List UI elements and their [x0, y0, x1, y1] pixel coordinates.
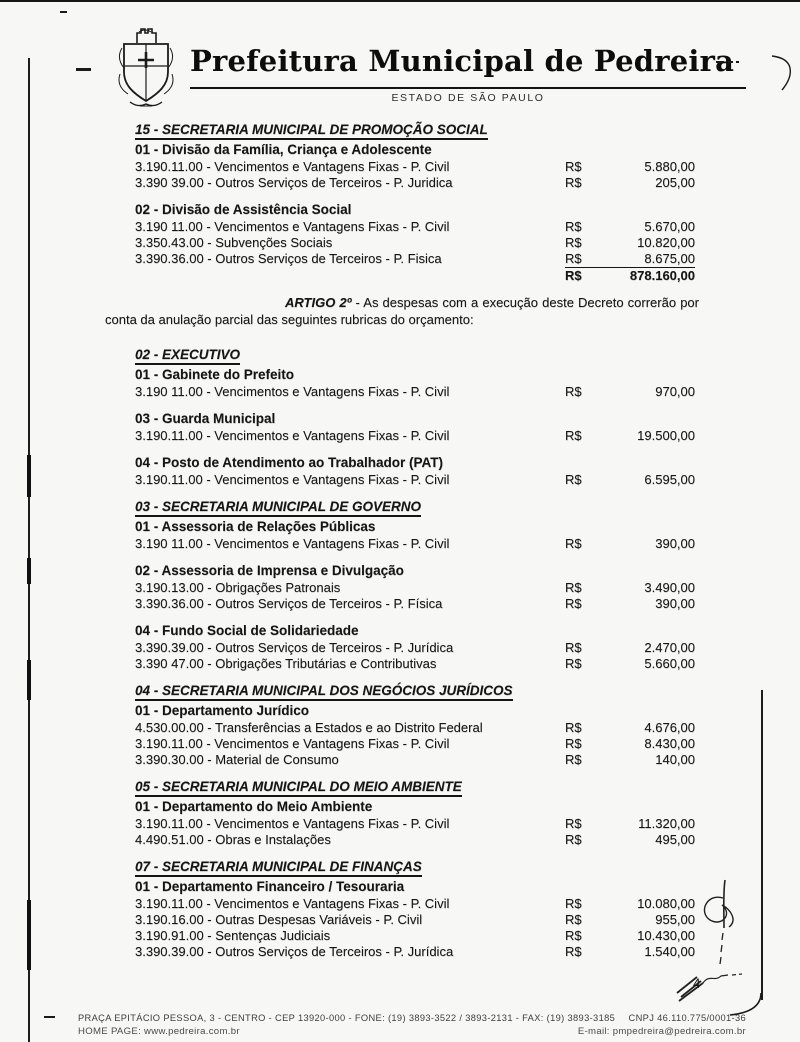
secretaria-heading: 05 - SECRETARIA MUNICIPAL DO MEIO AMBIENTE [135, 779, 462, 797]
budget-group [135, 411, 695, 444]
currency-label: R$ [565, 251, 615, 268]
budget-item-desc: 3.390.36.00 - Outros Serviços de Terceiros - P. Física [135, 595, 443, 611]
budget-item-value: 11.320,00 [638, 815, 695, 831]
budget-item-value: 3.490,00 [644, 579, 695, 595]
currency-label: R$ [565, 471, 582, 487]
budget-item-value: 970,00 [655, 383, 695, 399]
budget-group [135, 683, 695, 768]
currency-label: R$ [565, 895, 582, 911]
secretaria-heading: 15 - SECRETARIA MUNICIPAL DE PROMOÇÃO SOCIAL [135, 122, 488, 140]
budget-item-value: 6.595,00 [644, 471, 695, 487]
budget-group [135, 122, 695, 191]
currency-label: R$ [565, 911, 582, 927]
budget-row [135, 472, 695, 488]
budget-row [135, 928, 695, 944]
footer-line-1 [78, 1013, 746, 1023]
budget-item-desc: 3.390.30.00 - Material de Consumo [135, 751, 339, 767]
budget-item-desc: 3.350.43.00 - Subvenções Sociais [135, 235, 333, 250]
currency-label: R$ [565, 719, 582, 735]
scan-edge-mark [27, 455, 31, 497]
budget-item-desc: 3.190.13.00 - Obrigações Patronais [135, 579, 341, 595]
budget-item-value: 5.660,00 [644, 655, 695, 671]
budget-item-desc: 3.390.36.00 - Outros Serviços de Terceiros - P. Fisica [135, 251, 442, 266]
budget-item-value: 8.430,00 [644, 735, 695, 751]
budget-item-desc: 3.190.11.00 - Vencimentos e Vantagens Fixas - P. Civil [135, 895, 450, 911]
artigo-2-label: ARTIGO 2º [285, 295, 352, 310]
budget-item-desc: 3.190.11.00 - Vencimentos e Vantagens Fixas - P. Civil [135, 815, 450, 831]
budget-item-desc: 3.190.91.00 - Sentenças Judiciais [135, 927, 331, 943]
budget-item-value: 5.670,00 [644, 219, 695, 234]
budget-item-value: 4.676,00 [644, 719, 695, 735]
budget-row [135, 428, 695, 444]
budget-group [135, 779, 695, 848]
scan-squiggle [714, 48, 794, 105]
document-body [105, 122, 699, 971]
division-heading: 01 - Departamento do Meio Ambiente [135, 798, 373, 814]
secretaria-heading: 07 - SECRETARIA MUNICIPAL DE FINANÇAS [135, 859, 422, 877]
budget-row [135, 912, 695, 928]
footer [78, 1013, 746, 1036]
budget-row [135, 384, 695, 400]
scan-dash [76, 68, 91, 71]
currency-label: R$ [565, 815, 582, 831]
footer-line-2 [78, 1026, 746, 1036]
currency-label: R$ [565, 831, 582, 847]
currency-label: R$ [565, 943, 582, 959]
division-heading: 04 - Fundo Social de Solidariedade [135, 622, 359, 638]
budget-group [135, 347, 695, 400]
budget-row [135, 816, 695, 832]
budget-item-value: 8.675,00 [615, 251, 695, 268]
scan-edge-left [28, 58, 30, 1042]
budget-item-desc: 3.190 11.00 - Vencimentos e Vantagens Fixas - P. Civil [135, 219, 450, 234]
budget-group [135, 563, 695, 612]
budget-row [135, 896, 695, 912]
budget-item-value: 955,00 [655, 911, 695, 927]
budget-group [135, 455, 695, 488]
secretaria-heading: 04 - SECRETARIA MUNICIPAL DOS NEGÓCIOS JURÍDICOS [135, 683, 513, 701]
scan-edge-top [0, 0, 800, 2]
budget-item-desc: 3.190 11.00 - Vencimentos e Vantagens Fixas - P. Civil [135, 383, 450, 399]
budget-item-desc: 3.390 39.00 - Outros Serviços de Terceiros - P. Juridica [135, 175, 453, 190]
budget-item-value: 140,00 [655, 751, 695, 767]
division-heading: 01 - Departamento Jurídico [135, 702, 310, 718]
division-heading: 01 - Assessoria de Relações Públicas [135, 518, 376, 534]
budget-row [135, 219, 695, 235]
budget-row [135, 720, 695, 736]
budget-item-value: 205,00 [655, 175, 695, 190]
budget-item-value: 10.080,00 [637, 895, 695, 911]
header-rule [190, 87, 746, 89]
coat-of-arms-icon [110, 26, 182, 115]
currency-label: R$ [565, 927, 582, 943]
budget-row [135, 536, 695, 552]
budget-item-desc: 3.190.11.00 - Vencimentos e Vantagens Fixas - P. Civil [135, 471, 450, 487]
scan-edge-mark [27, 558, 31, 584]
currency-label: R$ [565, 579, 582, 595]
currency-label: R$ [565, 427, 582, 443]
budget-item-value: 10.430,00 [637, 927, 695, 943]
secretaria-heading: 03 - SECRETARIA MUNICIPAL DE GOVERNO [135, 499, 421, 517]
division-heading: 01 - Divisão da Família, Criança e Adolescente [135, 142, 432, 157]
budget-row [135, 596, 695, 612]
scan-dash [60, 11, 67, 13]
division-heading: 01 - Gabinete do Prefeito [135, 366, 295, 382]
division-heading: 04 - Posto de Atendimento ao Trabalhador (PAT) [135, 454, 444, 470]
division-heading: 02 - Assessoria de Imprensa e Divulgação [135, 562, 404, 578]
currency-label: R$ [565, 595, 582, 611]
budget-row [135, 640, 695, 656]
footer-cnpj: CNPJ 46.110.775/0001-36 [628, 1013, 746, 1023]
budget-item-value: 2.470,00 [644, 639, 695, 655]
budget-item-desc: 3.190.11.00 - Vencimentos e Vantagens Fixas - P. Civil [135, 427, 450, 443]
currency-label: R$ [565, 219, 582, 234]
budget-row [135, 656, 695, 672]
currency-label: R$ [565, 639, 582, 655]
budget-item-desc: 3.190.11.00 - Vencimentos e Vantagens Fixas - P. Civil [135, 159, 450, 174]
budget-item-desc: 3.190.11.00 - Vencimentos e Vantagens Fixas - P. Civil [135, 735, 450, 751]
budget-item-value: 10.820,00 [637, 235, 695, 250]
footer-address: PRAÇA EPITÁCIO PESSOA, 3 - CENTRO - CEP 13920-000 - FONE: (19) 3893-3522 / 3893-2131 - FAX: (19) 3893-3185 [78, 1013, 616, 1023]
budget-group [135, 202, 695, 284]
currency-label: R$ [565, 535, 582, 551]
budget-group [135, 623, 695, 672]
budget-group [135, 859, 695, 960]
budget-item-desc: 3.390.39.00 - Outros Serviços de Terceiros - P. Jurídica [135, 943, 454, 959]
scan-edge-mark [27, 660, 31, 700]
budget-row [135, 159, 695, 175]
footer-homepage: HOME PAGE: www.pedreira.com.br [78, 1026, 240, 1036]
budget-item-desc: 4.530.00.00 - Transferências a Estados e ao Distrito Federal [135, 719, 483, 735]
budget-item-desc: 3.390 47.00 - Obrigações Tributárias e Contributivas [135, 655, 437, 671]
budget-row [135, 175, 695, 191]
footer-email: E-mail: pmpedreira@pedreira.com.br [577, 1026, 746, 1036]
currency-label: R$ [565, 383, 582, 399]
currency-label: R$ [565, 735, 582, 751]
total-row [135, 268, 695, 284]
total-value: 878.160,00 [629, 268, 695, 283]
budget-item-value: 390,00 [655, 535, 695, 551]
budget-row [135, 752, 695, 768]
budget-item-value: 495,00 [655, 831, 695, 847]
budget-row [135, 736, 695, 752]
currency-label: R$ [565, 175, 582, 190]
budget-item-value: 390,00 [655, 595, 695, 611]
currency-label: R$ [565, 159, 582, 174]
scan-edge-mark [27, 900, 31, 970]
budget-item-value: 5.880,00 [644, 159, 695, 174]
budget-item-desc: 3.390.39.00 - Outros Serviços de Terceiros - P. Jurídica [135, 639, 454, 655]
budget-row [135, 251, 695, 268]
currency-label: R$ [565, 751, 582, 767]
budget-row [135, 944, 695, 960]
budget-row [135, 235, 695, 251]
budget-item-desc: 4.490.51.00 - Obras e Instalações [135, 831, 331, 847]
budget-group [135, 499, 695, 552]
scan-dash [44, 1016, 55, 1018]
currency-label: R$ [565, 655, 582, 671]
page-number: 4 [693, 976, 701, 991]
budget-item-value: 1.540,00 [644, 943, 695, 959]
currency-label: R$ [565, 268, 582, 283]
secretaria-heading: 02 - EXECUTIVO [135, 347, 240, 365]
budget-item-value: 19.500,00 [637, 427, 695, 443]
budget-item-desc: 3.190.16.00 - Outras Despesas Variáveis - P. Civil [135, 911, 423, 927]
currency-label: R$ [565, 235, 582, 250]
document-subtitle: ESTADO DE SÃO PAULO [391, 92, 545, 104]
division-heading: 03 - Guarda Municipal [135, 410, 276, 426]
division-heading: 02 - Divisão de Assistência Social [135, 202, 352, 217]
artigo-2-text: - As despesas com a execução deste Decreto correrão por conta da anulação parcial das seguintes rubricas do orçamento: [105, 295, 699, 327]
budget-row [135, 580, 695, 596]
budget-item-desc: 3.190 11.00 - Vencimentos e Vantagens Fixas - P. Civil [135, 535, 450, 551]
budget-row [135, 832, 695, 848]
artigo-2-paragraph [105, 295, 699, 329]
division-heading: 01 - Departamento Financeiro / Tesouraria [135, 878, 405, 894]
document-title: Prefeitura Municipal de Pedreira [190, 44, 735, 78]
